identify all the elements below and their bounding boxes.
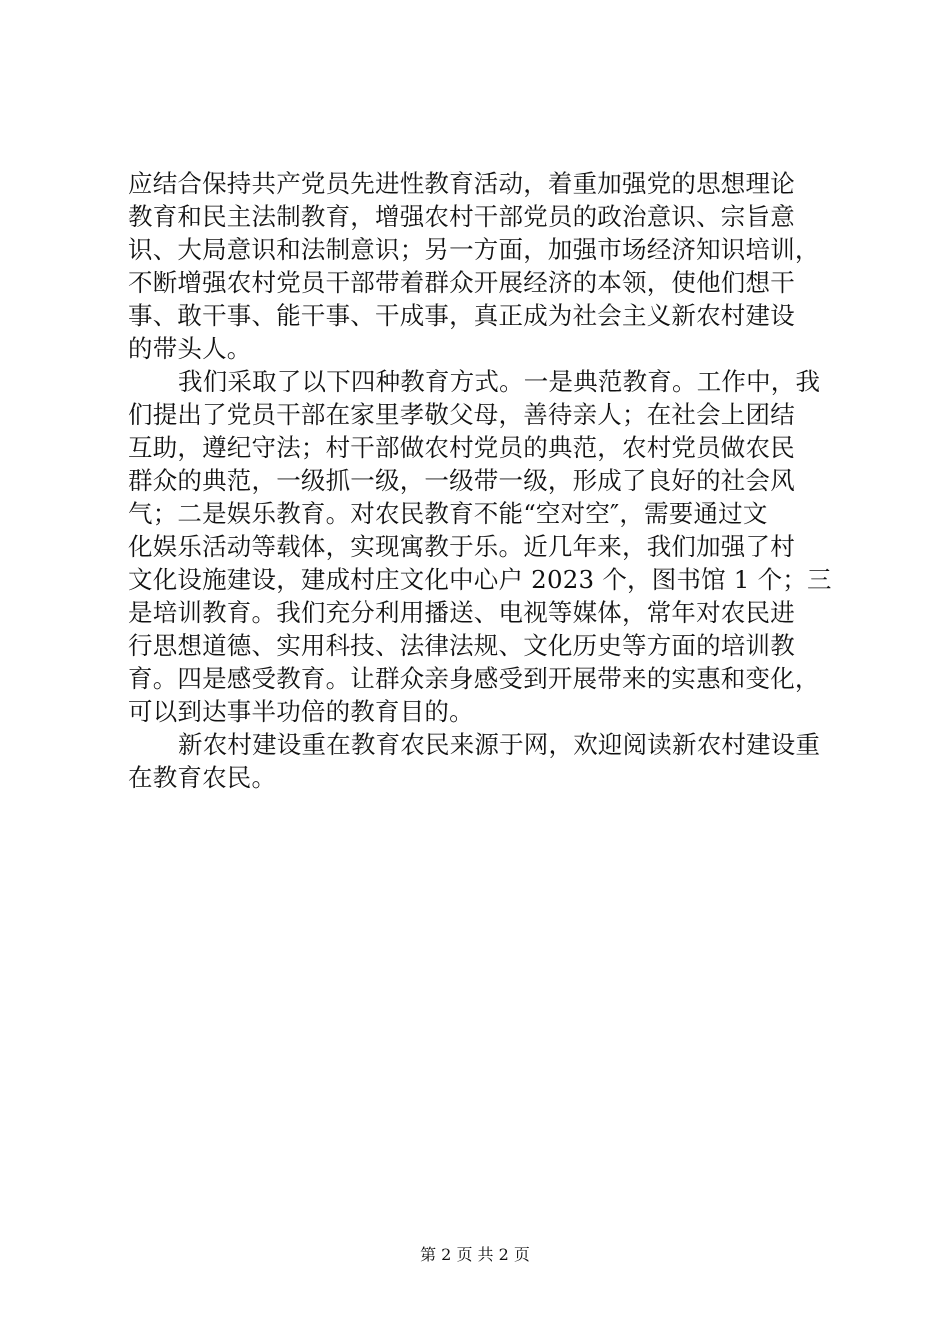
page-footer: 第 2 页 共 2 页 [420,1245,530,1264]
document-body [128,167,838,794]
text-line: 群众的典范，一级抓一级，一级带一级，形成了良好的社会风 [128,466,795,495]
text-line: 在教育农民。 [128,763,277,792]
text-line: 不断增强农村党员干部带着群众开展经济的本领，使他们想干 [128,268,795,297]
paragraph-2 [128,365,838,728]
text-line: 化娱乐活动等载体，实现寓教于乐。近几年来，我们加强了村 [128,532,795,561]
text-line: 行思想道德、实用科技、法律法规、文化历史等方面的培训教 [128,631,795,660]
text-line: 识、大局意识和法制意识；另一方面，加强市场经济知识培训， [128,235,820,264]
text-line: 可以到达事半功倍的教育目的。 [128,697,474,726]
text-line: 新农村建设重在教育农民来源于网，欢迎阅读新农村建设重 [178,730,821,759]
text-line: 的带头人。 [128,334,252,363]
text-line: 育。四是感受教育。让群众亲身感受到开展带来的实惠和变化， [128,664,820,693]
text-line: 教育和民主法制教育，增强农村干部党员的政治意识、宗旨意 [128,202,795,231]
text-line: 事、敢干事、能干事、干成事，真正成为社会主义新农村建设 [128,301,795,330]
text-line: 我们采取了以下四种教育方式。一是典范教育。工作中，我 [178,367,821,396]
text-line: 们提出了党员干部在家里孝敬父母，善待亲人；在社会上团结 [128,400,795,429]
text-line: 文化设施建设，建成村庄文化中心户 2023 个，图书馆 1 个；三 [128,565,832,594]
paragraph-3 [128,728,838,794]
text-line: 是培训教育。我们充分利用播送、电视等媒体，常年对农民进 [128,598,795,627]
text-line: 应结合保持共产党员先进性教育活动，着重加强党的思想理论 [128,169,795,198]
text-line: 互助，遵纪守法；村干部做农村党员的典范，农村党员做农民 [128,433,795,462]
paragraph-1 [128,167,838,365]
text-line: 气；二是娱乐教育。对农民教育不能“空对空″，需要通过文 [128,499,768,528]
